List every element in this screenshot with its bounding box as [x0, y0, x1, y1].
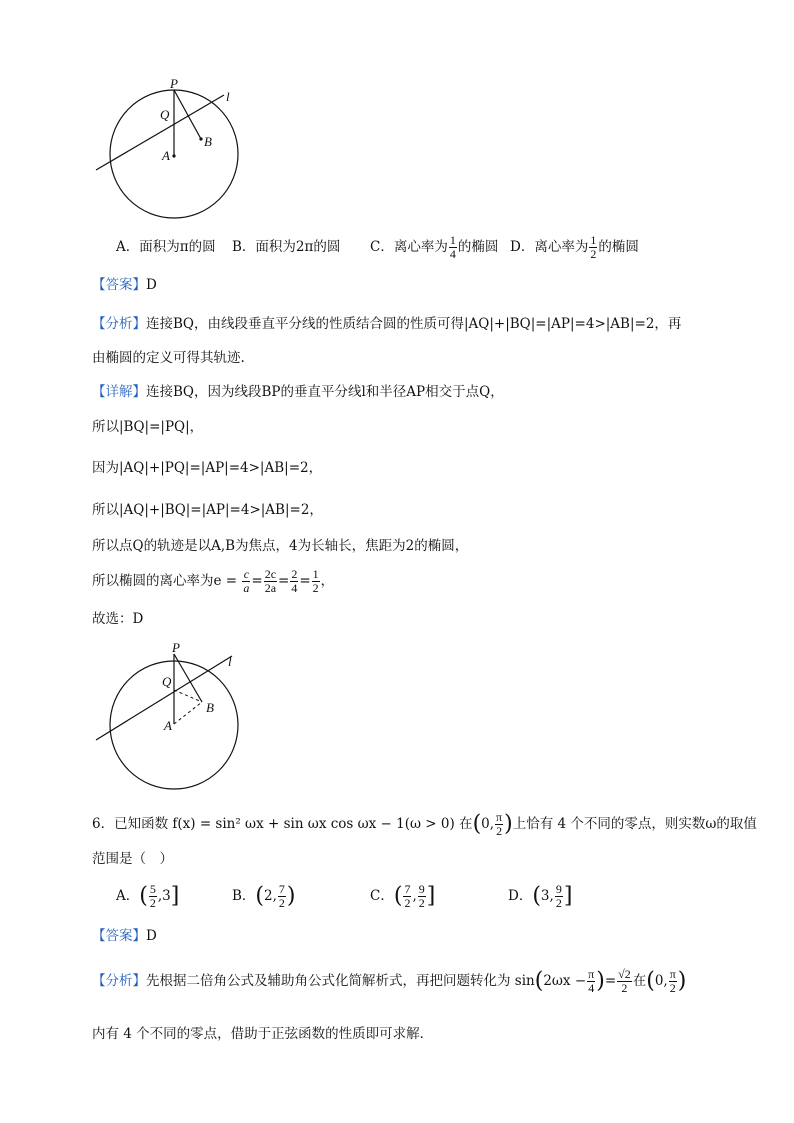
frac-den: 2 — [404, 896, 411, 910]
detail-tag: 【详解】 — [92, 384, 146, 400]
in-text: 在 — [632, 973, 647, 989]
frac-num: 1 — [449, 233, 456, 247]
q5-option-c-pre: C．离心率为 — [370, 239, 448, 255]
frac-den: a — [243, 581, 250, 595]
fraction — [290, 568, 298, 595]
q6-option-a: A．( $\frac{5}{2}$ ,3] — [116, 882, 180, 910]
q6-stem-line1 — [92, 805, 757, 844]
frac-num: π — [496, 810, 503, 824]
frac-num: π — [588, 967, 595, 981]
frac-num: 1 — [312, 567, 319, 581]
figure-circle-2 — [90, 640, 250, 795]
q5-option-d-post: 的椭圆 — [598, 239, 639, 255]
q5-detail-line6: 所以椭圆的离心率为e = $\frac{c}{a}$ = $\frac{2c}{2a}$ = $\frac{2}{4}$ = $\frac{1}{2}$ ， — [92, 567, 335, 595]
paren-close: ) — [504, 811, 513, 837]
fraction — [617, 968, 632, 995]
option-text: 3, — [540, 888, 554, 904]
frac-num: 2 — [291, 567, 298, 581]
fraction — [589, 234, 597, 261]
q5-analysis-line1 — [92, 315, 681, 333]
q6-analysis-line2: 内有 4 个不同的零点，借助于正弦函数的性质即可求解． — [92, 1026, 434, 1042]
frac-num: 5 — [149, 882, 156, 896]
fraction — [403, 883, 411, 910]
option-text: 2, — [264, 888, 277, 904]
q6-option-c: C．( $\frac{7}{2}$ , $\frac{9}{2}$ ] — [370, 882, 436, 910]
q5-analysis-line2: 由椭圆的定义可得其轨迹. — [92, 350, 245, 366]
fraction — [418, 883, 426, 910]
q6-analysis-line1: 【分析】先根据二倍角公式及辅助角公式化简解析式，再把问题转化为 sin(2ωx − $\frac{\pi}{4}$ )= $\frac{√2}{2}$ 在(0, $\frac{\pi}{2}$ ) — [92, 967, 687, 995]
q5-option-c-post: 的椭圆 — [457, 239, 499, 255]
option-label: D． — [508, 888, 533, 904]
analysis-tag: 【分析】 — [92, 973, 146, 989]
q6-stem-pre: 6．已知函数 f(x) = sin² ωx + sin ωx cos ωx − 1(ω > 0) 在 — [92, 816, 473, 832]
fraction — [149, 883, 157, 910]
fraction — [555, 883, 563, 910]
q5-option-d-pre: D．离心率为 — [510, 239, 589, 255]
q6-stem-post: 上恰有 4 个不同的零点，则实数ω的取值 — [512, 816, 757, 832]
analysis-text: 连接BQ，由线段垂直平分线的性质结合圆的性质可得|AQ|+|BQ|=|AP|=4>|AB|=2，再 — [146, 316, 682, 332]
frac-num: π — [669, 967, 676, 981]
equals: = — [251, 573, 263, 589]
frac-num: 7 — [278, 882, 285, 896]
option-label: A． — [116, 888, 140, 904]
interval-start: 0, — [481, 816, 495, 832]
q5-detail-line5: 所以点Q的轨迹是以A,B为焦点，4为长轴长，焦距为2的椭圆， — [92, 538, 469, 554]
q5-detail-line2: 所以|BQ|=|PQ|， — [92, 419, 204, 435]
frac-den: 4 — [588, 981, 595, 995]
q5-detail-line4: 所以|AQ|+|BQ|=|AP|=4>|AB|=2， — [92, 502, 323, 518]
analysis-tag: 【分析】 — [92, 316, 146, 332]
answer-text: D — [146, 928, 157, 944]
frac-num: 7 — [404, 882, 411, 896]
q5-detail-line3: 因为|AQ|+|PQ|=|AP|=4>|AB|=2， — [92, 460, 323, 476]
frac-den: 2 — [278, 896, 285, 910]
q5-option-d — [510, 230, 639, 264]
sin-arg: 2ωx − — [543, 973, 587, 989]
q5-detail-line1 — [92, 383, 504, 401]
label-p: P — [170, 78, 178, 91]
label-q: Q — [162, 674, 172, 689]
frac-den: 2 — [496, 824, 503, 838]
paren-open: ( — [472, 811, 482, 837]
frac-num: 9 — [418, 882, 425, 896]
answer-tag: 【答案】 — [92, 277, 146, 293]
frac-den: 2 — [312, 581, 319, 595]
q5-answer — [92, 276, 157, 294]
frac-den: 2 — [418, 896, 425, 910]
label-l: l — [226, 89, 230, 104]
frac-den: 4 — [291, 581, 298, 595]
answer-tag: 【答案】 — [92, 928, 146, 944]
fraction — [449, 234, 457, 261]
frac-den: 2 — [555, 896, 562, 910]
label-a: A — [162, 148, 170, 163]
fraction — [669, 968, 677, 995]
option-text: ,3 — [157, 888, 171, 904]
option-label: C． — [370, 888, 394, 904]
q5-option-c — [370, 230, 498, 264]
label-b: B — [206, 700, 214, 715]
frac-den: 2a — [264, 581, 277, 595]
fraction — [495, 811, 503, 838]
q5-detail-line7: 故选：D — [92, 611, 144, 627]
eccentricity-pre: 所以椭圆的离心率为e = — [92, 573, 238, 589]
analysis-text: 先根据二倍角公式及辅助角公式化简解析式，再把问题转化为 sin — [146, 973, 535, 989]
q6-option-d: D．(3, $\frac{9}{2}$ ] — [508, 882, 573, 910]
frac-num: 9 — [555, 882, 562, 896]
q6-answer — [92, 927, 157, 945]
fraction — [264, 568, 277, 595]
equals: = — [299, 573, 311, 589]
label-q: Q — [160, 107, 170, 122]
frac-den: 2 — [149, 896, 156, 910]
fraction — [312, 568, 320, 595]
figure-circle-1 — [90, 78, 250, 223]
answer-text: D — [146, 277, 157, 293]
frac-num: 2c — [264, 567, 277, 581]
fraction — [242, 568, 250, 595]
q5-option-b: B．面积为2π的圆 — [232, 239, 341, 255]
fraction — [587, 968, 595, 995]
label-p: P — [172, 640, 180, 655]
label-b: B — [204, 134, 212, 149]
frac-den: 2 — [590, 247, 597, 261]
option-label: B． — [232, 888, 256, 904]
interval-start: 0, — [654, 973, 668, 989]
frac-den: 2 — [669, 981, 676, 995]
frac-num: 1 — [590, 233, 597, 247]
frac-den: 2 — [621, 981, 628, 995]
frac-num: c — [243, 567, 250, 581]
detail-text: 连接BQ，因为线段BP的垂直平分线l和半径AP相交于点Q， — [146, 384, 504, 400]
q5-option-a: A．面积为π的圆 — [116, 239, 216, 255]
frac-num: √2 — [618, 967, 631, 981]
equals: = — [278, 573, 290, 589]
q6-option-b: B．(2, $\frac{7}{2}$ ) — [232, 882, 296, 910]
label-l: l — [228, 654, 232, 669]
q6-stem-line2: 范围是（ ） — [92, 851, 173, 867]
fraction — [278, 883, 286, 910]
label-a: A — [164, 718, 172, 733]
frac-den: 4 — [449, 247, 456, 261]
